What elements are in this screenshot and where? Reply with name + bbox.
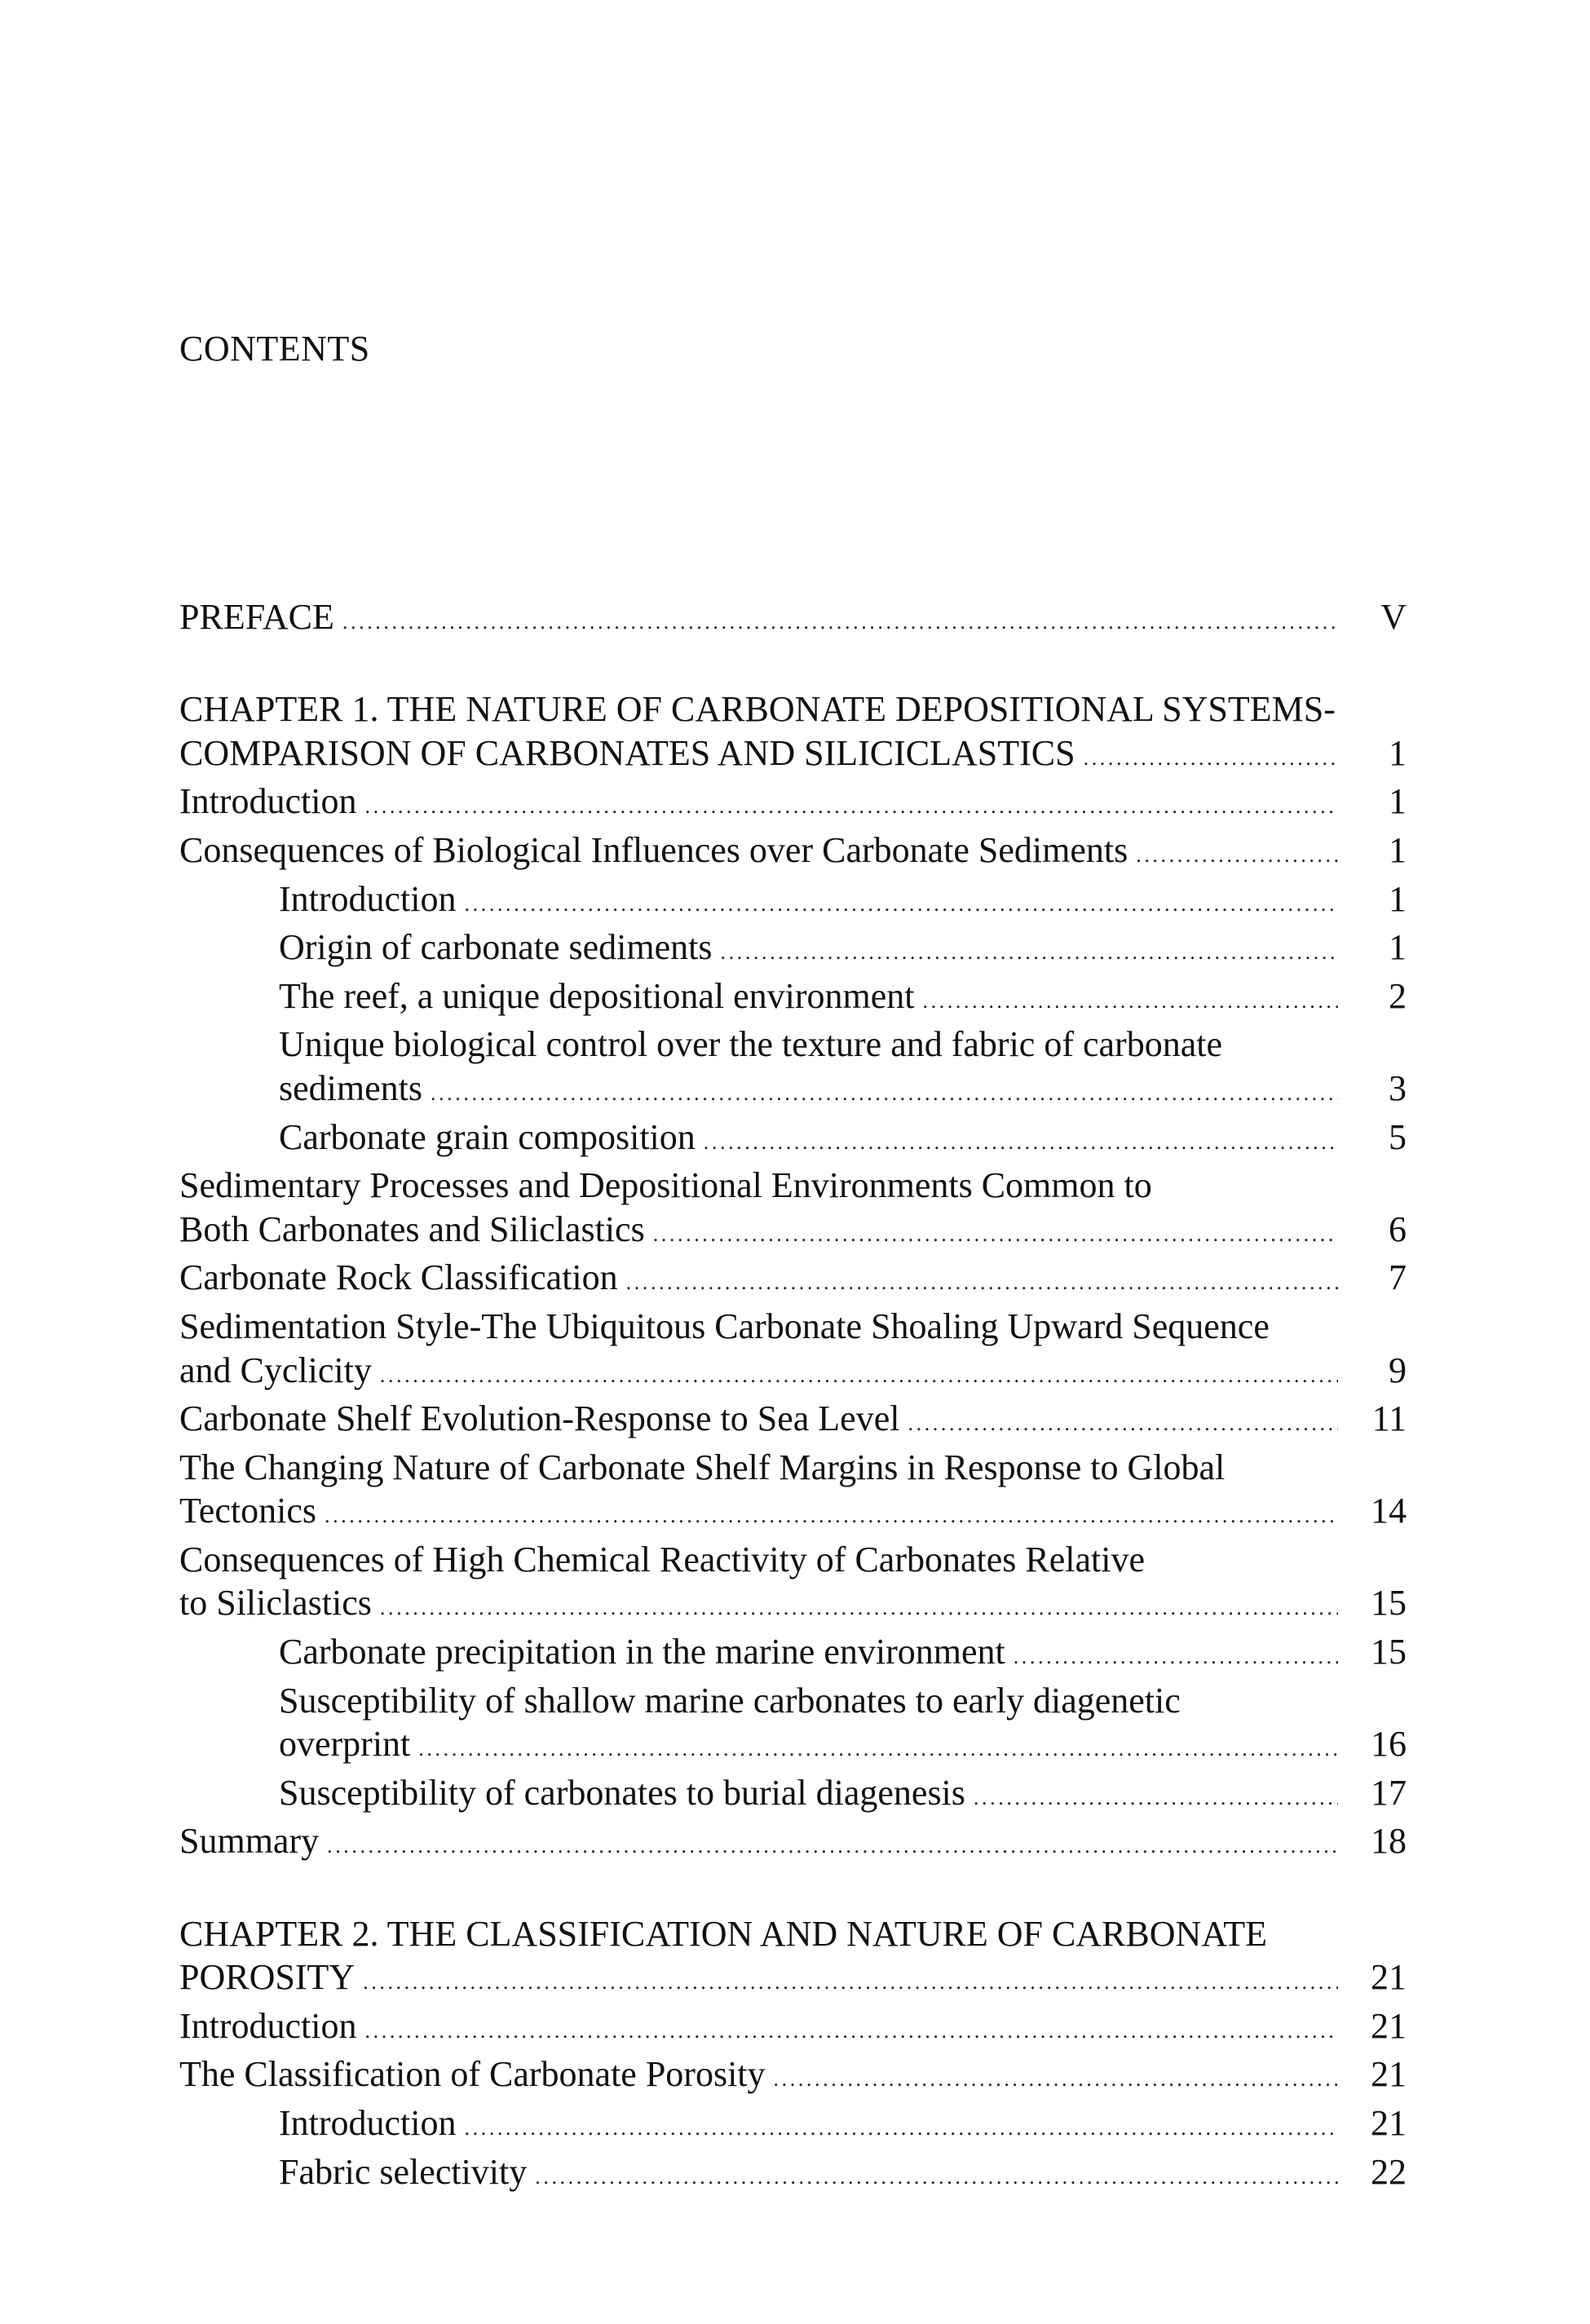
toc-entry-continued — [179, 1446, 1407, 1490]
dot-leader — [774, 2057, 1338, 2101]
toc-entry-title: The Classification of Carbonate Porosity — [179, 2054, 766, 2095]
toc-entry — [179, 1349, 1407, 1398]
toc-entry-title: overprint — [279, 1724, 411, 1765]
toc-page-number: 17 — [1371, 1772, 1407, 1813]
toc-page-number: 5 — [1389, 1116, 1407, 1157]
dot-leader — [626, 1261, 1338, 1305]
dot-leader — [923, 979, 1338, 1023]
toc-entry-title: PREFACE — [179, 597, 334, 637]
toc-entry-title: Carbonate grain composition — [279, 1116, 696, 1157]
toc-entry-preface — [179, 595, 1407, 644]
dot-leader — [342, 600, 1338, 644]
toc-page-number: 6 — [1389, 1208, 1407, 1249]
dot-leader — [418, 1727, 1338, 1771]
toc-subentry-continued — [179, 1679, 1407, 1723]
dot-leader — [365, 784, 1338, 828]
toc-entry — [179, 1397, 1407, 1446]
dot-leader — [431, 1071, 1338, 1116]
dot-leader — [721, 930, 1338, 974]
toc-entry-title: to Siliclastics — [179, 1583, 372, 1624]
toc-entry — [179, 828, 1407, 877]
dot-leader — [535, 2155, 1338, 2199]
toc-entry — [179, 780, 1407, 828]
toc-subentry — [179, 1771, 1407, 1820]
table-of-contents — [179, 595, 1407, 2198]
toc-entry-continued — [179, 1538, 1407, 1582]
toc-entry-title: Tectonics — [179, 1491, 316, 1531]
toc-subentry-continued — [179, 1023, 1407, 1067]
toc-page-number: 1 — [1389, 927, 1407, 968]
toc-page-number: 22 — [1371, 2151, 1407, 2192]
toc-page-number: 2 — [1389, 975, 1407, 1016]
toc-entry-title: Introduction — [179, 2005, 357, 2046]
toc-entry-continued — [179, 1164, 1407, 1208]
toc-entry-title: CHAPTER 2. THE CLASSIFICATION AND NATURE OF CARBONATE — [179, 1913, 1267, 1954]
toc-page-number: V — [1380, 597, 1407, 637]
toc-page-number: 15 — [1371, 1632, 1407, 1672]
toc-subentry — [179, 2101, 1407, 2150]
dot-leader — [327, 1824, 1338, 1868]
toc-page-number: 9 — [1389, 1350, 1407, 1390]
toc-page-number: 14 — [1371, 1491, 1407, 1531]
toc-page-number: 1 — [1389, 781, 1407, 822]
toc-subentry — [179, 877, 1407, 926]
toc-entry — [179, 731, 1407, 780]
toc-entry — [179, 1819, 1407, 1868]
toc-entry — [179, 2004, 1407, 2053]
toc-page-number: 11 — [1371, 1398, 1407, 1439]
toc-entry-title: Summary — [179, 1821, 320, 1862]
dot-leader — [653, 1213, 1338, 1257]
toc-page-number: 21 — [1371, 2103, 1407, 2143]
toc-entry-title: Consequences of High Chemical Reactivity of Carbonates Relative — [179, 1539, 1146, 1580]
dot-leader — [908, 1402, 1338, 1446]
toc-entry-title: Fabric selectivity — [279, 2151, 528, 2192]
toc-page-number: 7 — [1389, 1257, 1407, 1298]
toc-subentry — [179, 1116, 1407, 1164]
toc-entry — [179, 1489, 1407, 1538]
dot-leader — [365, 2009, 1338, 2053]
toc-page-number: 1 — [1389, 829, 1407, 870]
toc-subentry — [179, 1630, 1407, 1679]
toc-subentry — [179, 2150, 1407, 2199]
toc-page-number: 21 — [1371, 1957, 1407, 1998]
toc-entry — [179, 2052, 1407, 2101]
toc-entry-title: The Changing Nature of Carbonate Shelf Margins in Response to Global — [179, 1447, 1226, 1487]
toc-chapter-heading — [179, 687, 1407, 731]
toc-entry-title: Introduction — [279, 2103, 457, 2143]
toc-entry-title: Sedimentation Style-The Ubiquitous Carbonate Shoaling Upward Sequence — [179, 1306, 1270, 1346]
toc-entry-title: Both Carbonates and Siliclastics — [179, 1208, 645, 1249]
toc-entry — [179, 1256, 1407, 1305]
toc-page-number: 1 — [1389, 732, 1407, 773]
toc-subentry — [179, 1722, 1407, 1771]
toc-entry-title: The reef, a unique depositional environment — [279, 975, 915, 1016]
toc-page-number: 1 — [1389, 878, 1407, 919]
toc-page-number: 16 — [1371, 1724, 1407, 1765]
toc-entry — [179, 1208, 1407, 1257]
toc-entry-title: COMPARISON OF CARBONATES AND SILICICLASTICS — [179, 732, 1075, 773]
toc-entry-title: Introduction — [179, 781, 357, 822]
dot-leader — [1084, 736, 1338, 780]
toc-entry — [179, 1581, 1407, 1630]
toc-chapter-heading — [179, 1912, 1407, 1956]
toc-entry-title: and Cyclicity — [179, 1350, 372, 1390]
toc-entry-title: Introduction — [279, 878, 457, 919]
dot-leader — [380, 1354, 1338, 1398]
toc-entry-title: sediments — [279, 1067, 422, 1108]
toc-entry-title: Carbonate Rock Classification — [179, 1257, 618, 1298]
toc-subentry — [179, 1067, 1407, 1116]
toc-page-number: 15 — [1371, 1583, 1407, 1624]
toc-entry-title: Consequences of Biological Influences over Carbonate Sediments — [179, 829, 1128, 870]
toc-page-number: 3 — [1389, 1067, 1407, 1108]
dot-leader — [363, 1960, 1338, 2004]
toc-entry-continued — [179, 1305, 1407, 1349]
dot-leader — [974, 1776, 1338, 1820]
page-title: CONTENTS — [179, 329, 370, 369]
toc-entry-title: POROSITY — [179, 1957, 356, 1998]
dot-leader — [1014, 1635, 1338, 1679]
dot-leader — [1136, 833, 1338, 877]
dot-leader — [325, 1494, 1338, 1538]
dot-leader — [465, 882, 1338, 926]
toc-entry-title: CHAPTER 1. THE NATURE OF CARBONATE DEPOSITIONAL SYSTEMS- — [179, 689, 1336, 730]
toc-entry-title: Carbonate precipitation in the marine environment — [279, 1632, 1005, 1672]
toc-subentry — [179, 926, 1407, 974]
dot-leader — [380, 1586, 1338, 1630]
toc-entry-title: Unique biological control over the texture and fabric of carbonate — [279, 1024, 1222, 1065]
dot-leader — [704, 1120, 1338, 1164]
toc-entry-title: Origin of carbonate sediments — [279, 927, 713, 968]
toc-entry-title: Sedimentary Processes and Depositional Environments Common to — [179, 1165, 1152, 1206]
toc-entry — [179, 1955, 1407, 2004]
toc-entry-title: Susceptibility of shallow marine carbonates to early diagenetic — [279, 1680, 1181, 1721]
toc-page-number: 21 — [1371, 2005, 1407, 2046]
toc-page-number: 18 — [1371, 1821, 1407, 1862]
toc-subentry — [179, 974, 1407, 1023]
toc-entry-title: Susceptibility of carbonates to burial diagenesis — [279, 1772, 965, 1813]
dot-leader — [465, 2106, 1338, 2150]
toc-entry-title: Carbonate Shelf Evolution-Response to Sea Level — [179, 1398, 900, 1439]
toc-page-number: 21 — [1371, 2054, 1407, 2095]
